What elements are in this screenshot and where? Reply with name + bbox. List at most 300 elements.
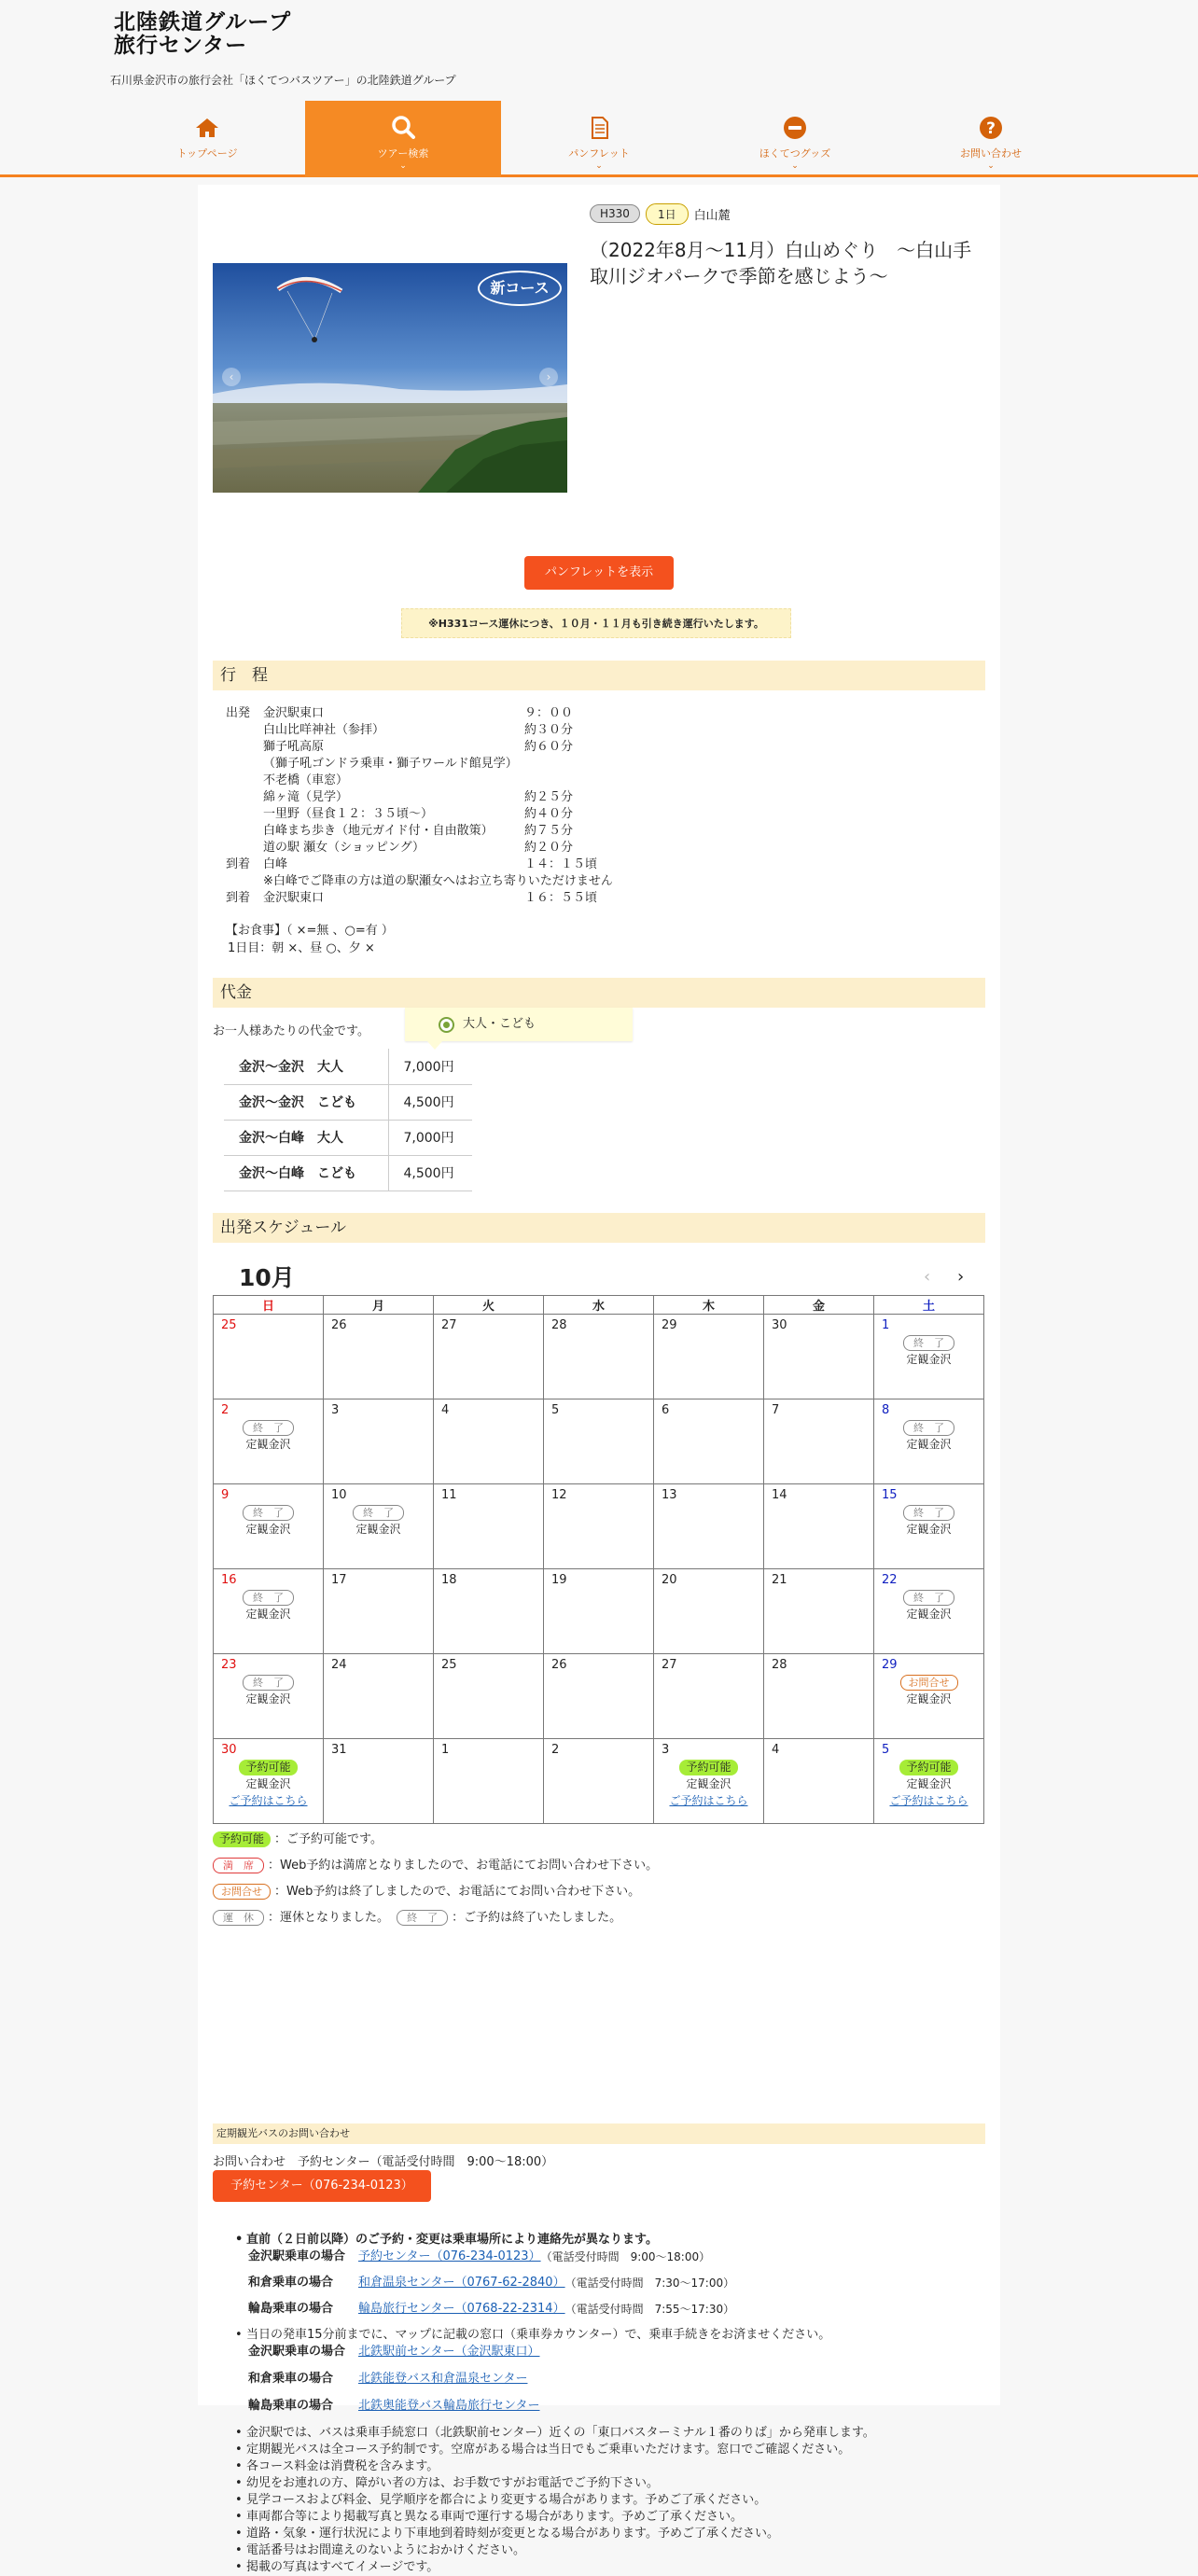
departure-calendar xyxy=(213,1295,984,1824)
schedule-heading: 出発スケジュール xyxy=(213,1213,985,1243)
day-status xyxy=(221,1419,315,1453)
option-radio[interactable] xyxy=(439,1017,454,1033)
legend-text: ：運休となりました。 xyxy=(268,1911,390,1925)
day-number: 5 xyxy=(882,1743,890,1757)
status-badge: 終 了 xyxy=(243,1675,294,1691)
tour-detail xyxy=(198,185,1000,2574)
day-number: 24 xyxy=(331,1658,347,1672)
day-number: 4 xyxy=(441,1403,450,1417)
notes-bullet: • 各コース料金は消費税を含みます。 xyxy=(235,2458,982,2475)
logo-line2: 旅行センター xyxy=(114,34,248,58)
calendar-day[interactable] xyxy=(654,1739,764,1824)
itinerary-row xyxy=(226,890,879,907)
itinerary-place: 白峰 xyxy=(263,857,288,871)
counter-row xyxy=(246,2371,982,2398)
day-status xyxy=(882,1589,976,1622)
chevron-down-icon: ⌄ xyxy=(595,161,603,171)
nav-label: お問い合わせ xyxy=(960,147,1022,160)
day-number: 29 xyxy=(882,1658,898,1672)
day-number: 3 xyxy=(331,1403,340,1417)
goods-icon xyxy=(781,114,809,142)
calendar-day xyxy=(324,1654,434,1739)
contact-row xyxy=(246,2249,982,2275)
counter-label: 輪島乗車の場合 xyxy=(248,2399,334,2413)
legend-text: ：ご予約は終了いたしました。 xyxy=(452,1911,622,1925)
calendar-day xyxy=(764,1654,874,1739)
site-tagline: 石川県金沢市の旅行会社「ほくてつバスツアー」の北陸鉄道グループ xyxy=(110,74,456,87)
question-icon xyxy=(977,114,1005,142)
notes-bullet: • 定期観光バスは全コース予約制です。空席がある場合は当日でもご乗車いただけます。窓口でご確認ください。 xyxy=(235,2442,982,2458)
status-badge: 終 了 xyxy=(397,1910,448,1926)
course-name: 定観金沢 xyxy=(906,1523,952,1536)
itinerary-label xyxy=(226,823,263,840)
meal-day1: 1日目：朝 ×、昼 ○、夕 × xyxy=(228,941,375,955)
price-value: 7,000円 xyxy=(388,1120,472,1155)
calendar-day xyxy=(544,1315,654,1399)
day-number: 31 xyxy=(331,1743,347,1757)
status-badge: 終 了 xyxy=(903,1335,954,1351)
nav-label: ツアー検索 xyxy=(377,147,429,160)
itinerary-time: 約７５分 xyxy=(524,824,574,838)
calendar-day xyxy=(874,1484,984,1569)
calendar-day xyxy=(434,1654,544,1739)
course-name: 定観金沢 xyxy=(906,1438,952,1451)
itinerary-row xyxy=(226,773,879,789)
contact-label: 金沢駅乗車の場合 xyxy=(248,2249,346,2263)
day-number: 28 xyxy=(551,1318,567,1332)
calendar-day xyxy=(544,1484,654,1569)
logo-line1: 北陸鉄道グループ xyxy=(114,10,292,35)
price-name: 金沢～金沢 こども xyxy=(224,1084,388,1120)
home-icon xyxy=(193,114,221,142)
day-number: 6 xyxy=(662,1403,670,1417)
status-badge: お問合せ xyxy=(213,1884,271,1900)
price-value: 7,000円 xyxy=(388,1049,472,1084)
calendar-weekday: 金 xyxy=(764,1296,874,1315)
day-number: 30 xyxy=(772,1318,787,1332)
course-name: 定観金沢 xyxy=(686,1777,731,1790)
day-number: 1 xyxy=(441,1743,450,1757)
day-number: 28 xyxy=(772,1658,787,1672)
calendar-week xyxy=(214,1315,984,1399)
status-badge: 満 席 xyxy=(213,1858,264,1873)
counter-row xyxy=(246,2398,982,2425)
tour-photo[interactable] xyxy=(213,263,567,493)
contact-hours: （電話受付時間 7:55～17:30） xyxy=(564,2303,735,2316)
itinerary-row xyxy=(226,856,879,873)
nav-item-top[interactable] xyxy=(109,101,305,177)
day-status xyxy=(221,1504,315,1538)
status-badge: 終 了 xyxy=(243,1420,294,1436)
calendar-day xyxy=(434,1739,544,1824)
calendar-day xyxy=(544,1654,654,1739)
calendar-day xyxy=(654,1315,764,1399)
itinerary-place: （獅子吼ゴンドラ乗車・獅子ワールド館見学） xyxy=(263,757,518,771)
itinerary-list xyxy=(226,705,879,907)
status-badge: 終 了 xyxy=(903,1590,954,1606)
day-number: 25 xyxy=(441,1658,457,1672)
course-name: 定観金沢 xyxy=(906,1608,952,1621)
legend-text: ：Web予約は満席となりましたので、お電話にてお問い合わせ下さい。 xyxy=(268,1859,659,1873)
counter-link[interactable]: 北鉄能登バス和倉温泉センター xyxy=(358,2372,528,2386)
day-number: 29 xyxy=(662,1318,677,1332)
price-option[interactable] xyxy=(405,1008,633,1041)
legend-full xyxy=(213,1855,658,1873)
day-status xyxy=(221,1674,315,1707)
calendar-day xyxy=(434,1569,544,1654)
calendar-day xyxy=(764,1569,874,1654)
price-note: お一人様あたりの代金です。 xyxy=(213,1024,369,1038)
meal-legend: 【お食事】（ ×=無 、○=有 ） xyxy=(226,924,394,938)
calendar-day xyxy=(874,1569,984,1654)
itinerary-place: 白山比咩神社（参拝） xyxy=(263,723,385,737)
itinerary-row xyxy=(226,756,879,773)
itinerary-place: 道の駅 瀬女（ショッピング） xyxy=(263,841,425,855)
itinerary-label: 出発 xyxy=(226,706,251,720)
counter-link[interactable]: 北鉄駅前センター（金沢駅東口） xyxy=(358,2345,540,2359)
calendar-day xyxy=(434,1484,544,1569)
notes-bullet: • 掲載の写真はすべてイメージです。 xyxy=(235,2559,982,2576)
calendar-day xyxy=(324,1739,434,1824)
calendar-day xyxy=(874,1654,984,1739)
price-row xyxy=(224,1155,472,1191)
price-value: 4,500円 xyxy=(388,1084,472,1120)
legend-ok xyxy=(213,1829,383,1847)
contact-row xyxy=(246,2301,982,2327)
itinerary-row xyxy=(226,789,879,806)
reserve-link[interactable]: ご予約はこちら xyxy=(669,1794,748,1807)
day-number: 16 xyxy=(221,1573,237,1587)
legend-text: ：Web予約は終了しましたので、お電話にてお問い合わせ下さい。 xyxy=(274,1885,641,1899)
itinerary-row xyxy=(226,739,879,756)
course-name: 定観金沢 xyxy=(245,1777,291,1790)
course-name: 定観金沢 xyxy=(245,1692,291,1706)
status-badge: 予約可能 xyxy=(239,1760,297,1775)
notes-bullet: • 幼児をお連れの方、障がい者の方は、お手数ですがお電話でご予約下さい。 xyxy=(235,2475,982,2492)
itinerary-row xyxy=(226,823,879,840)
price-value: 4,500円 xyxy=(388,1155,472,1191)
day-number: 19 xyxy=(551,1573,567,1587)
counter-link[interactable]: 北鉄奥能登バス輪島旅行センター xyxy=(358,2399,540,2413)
counter-label: 和倉乗車の場合 xyxy=(248,2372,334,2386)
day-status xyxy=(331,1504,425,1538)
day-number: 26 xyxy=(331,1318,347,1332)
contact-label: 輪島乗車の場合 xyxy=(248,2302,334,2316)
itinerary-row xyxy=(226,806,879,823)
day-number: 4 xyxy=(772,1743,780,1757)
contact-link[interactable]: 予約センター（076-234-0123） xyxy=(358,2249,541,2263)
calendar-day xyxy=(874,1315,984,1399)
option-label: 大人・こども xyxy=(463,1017,536,1031)
price-name: 金沢～金沢 大人 xyxy=(224,1049,388,1084)
day-status xyxy=(662,1759,756,1809)
site-logo[interactable] xyxy=(114,11,319,58)
calendar-day xyxy=(544,1399,654,1484)
contact-link[interactable]: 輪島旅行センター（0768-22-2314） xyxy=(358,2302,565,2316)
calendar-day xyxy=(214,1484,324,1569)
itinerary-place: ※白峰でご降車の方は道の駅瀬女へはお立ち寄りいただけません xyxy=(263,874,613,888)
itinerary-row xyxy=(226,873,879,890)
legend-text: ：ご予約可能です。 xyxy=(274,1832,383,1846)
price-heading: 代金 xyxy=(213,978,985,1008)
itinerary-place: 不老橋（車窓） xyxy=(263,773,349,787)
document-icon xyxy=(585,114,613,142)
status-badge: 終 了 xyxy=(243,1590,294,1606)
reserve-link[interactable]: ご予約はこちら xyxy=(229,1794,308,1807)
counter-label: 金沢駅乗車の場合 xyxy=(248,2345,346,2359)
itinerary-time: １４：１５頃 xyxy=(524,857,598,871)
day-status xyxy=(882,1334,976,1368)
day-status xyxy=(221,1589,315,1622)
status-badge: 予約可能 xyxy=(679,1760,737,1775)
calendar-day xyxy=(654,1569,764,1654)
svg-text:?: ? xyxy=(986,119,996,138)
itinerary-place: 綿ヶ滝（見学） xyxy=(263,790,349,804)
calendar-week xyxy=(214,1399,984,1484)
nav-label: パンフレット xyxy=(568,147,630,160)
itinerary-label: 到着 xyxy=(226,857,251,871)
day-number: 12 xyxy=(551,1488,567,1502)
status-badge: お問合せ xyxy=(900,1675,958,1691)
legend-rest-ended xyxy=(213,1907,621,1926)
calendar-day xyxy=(654,1399,764,1484)
nav-item-contact[interactable] xyxy=(893,101,1089,177)
day-status xyxy=(882,1504,976,1538)
calendar-day xyxy=(324,1315,434,1399)
itinerary-place: 白峰まち歩き（地元ガイド付・自由散策） xyxy=(263,824,494,838)
calendar-day[interactable] xyxy=(214,1739,324,1824)
calendar-day xyxy=(764,1484,874,1569)
course-name: 定観金沢 xyxy=(906,1353,952,1366)
calendar-day xyxy=(764,1739,874,1824)
notes-bullet: • 電話番号はお間違えのないようにおかけください。 xyxy=(235,2542,982,2559)
calendar-weekday: 火 xyxy=(434,1296,544,1315)
calendar-day xyxy=(874,1399,984,1484)
notes-bullet: • 道路・気象・運行状況により下車地到着時刻が変更となる場合があります。予めご了承ください。 xyxy=(235,2526,982,2542)
calendar-weekday: 木 xyxy=(654,1296,764,1315)
status-badge: 予約可能 xyxy=(899,1760,957,1775)
itinerary-row xyxy=(226,705,879,722)
calendar-day xyxy=(434,1399,544,1484)
status-badge: 予約可能 xyxy=(213,1831,271,1847)
course-name: 定観金沢 xyxy=(906,1692,952,1706)
calendar-day xyxy=(654,1484,764,1569)
calendar-day xyxy=(324,1484,434,1569)
day-number: 5 xyxy=(551,1403,560,1417)
itinerary-label xyxy=(226,806,263,823)
contact-heading: 定期観光バスのお問い合わせ xyxy=(213,2123,985,2144)
tour-area: 白山麓 xyxy=(693,208,731,223)
reservation-center-button[interactable]: 予約センター（076-234-0123） xyxy=(213,2170,431,2202)
calendar-day xyxy=(434,1315,544,1399)
itinerary-label xyxy=(226,873,263,890)
calendar-week xyxy=(214,1739,984,1824)
notes-bullet: • 当日の発車15分前までに、マップに記載の窓口（乗車券カウンター）で、乗車手続きをお済ませください。 xyxy=(235,2327,982,2344)
status-badge: 終 了 xyxy=(353,1505,404,1521)
day-number: 10 xyxy=(331,1488,347,1502)
main-nav xyxy=(0,101,1198,177)
nav-label: トップページ xyxy=(176,147,238,160)
day-number: 23 xyxy=(221,1658,237,1672)
nav-item-pamphlet[interactable] xyxy=(501,101,697,177)
photo-prev-button[interactable]: ‹ xyxy=(222,368,241,386)
itinerary-time: 約２５分 xyxy=(524,790,574,804)
notes-bullet: • 車両都合等により掲載写真と異なる車両で運行する場合があります。予めご了承ください。 xyxy=(235,2509,982,2526)
tour-badges xyxy=(590,203,731,224)
calendar-week xyxy=(214,1569,984,1654)
day-number: 30 xyxy=(221,1743,237,1757)
itinerary-time: 約３０分 xyxy=(524,723,574,737)
photo-next-button[interactable]: › xyxy=(539,368,558,386)
calendar-day xyxy=(544,1569,654,1654)
tour-code-badge: H330 xyxy=(590,204,640,223)
course-name: 定観金沢 xyxy=(906,1777,952,1790)
itinerary-label xyxy=(226,789,263,806)
calendar-day xyxy=(764,1399,874,1484)
counter-row xyxy=(246,2344,982,2371)
day-number: 15 xyxy=(882,1488,898,1502)
itinerary-place: 獅子吼高原 xyxy=(263,740,325,754)
calendar-day xyxy=(764,1315,874,1399)
itinerary-label: 到着 xyxy=(226,891,251,905)
service-notice: ※H331コース運休につき、１０月・１１月も引き続き運行いたします。 xyxy=(401,608,791,638)
nav-item-tour-search[interactable] xyxy=(305,101,501,177)
calendar-day xyxy=(214,1654,324,1739)
calendar-day xyxy=(324,1569,434,1654)
course-name: 定観金沢 xyxy=(245,1608,291,1621)
meal-info xyxy=(226,922,394,957)
calendar-day[interactable] xyxy=(874,1739,984,1824)
contact-link[interactable]: 和倉温泉センター（0767-62-2840） xyxy=(358,2276,565,2290)
price-row xyxy=(224,1120,472,1155)
calendar-day xyxy=(544,1739,654,1824)
itinerary-time: 約４０分 xyxy=(524,807,574,821)
day-number: 27 xyxy=(662,1658,677,1672)
calendar-month: 10月 xyxy=(239,1264,295,1291)
itinerary-place: 金沢駅東口 xyxy=(263,891,325,905)
contact-row xyxy=(246,2275,982,2301)
chevron-down-icon: ⌄ xyxy=(987,161,995,171)
day-number: 3 xyxy=(662,1743,670,1757)
itinerary-label xyxy=(226,722,263,739)
day-number: 21 xyxy=(772,1573,787,1587)
status-badge: 終 了 xyxy=(903,1420,954,1436)
calendar-weekday-row xyxy=(214,1296,984,1315)
itinerary-time: 約６０分 xyxy=(524,740,574,754)
tour-days-badge: 1日 xyxy=(646,203,689,225)
itinerary-time: １６：５５頃 xyxy=(524,891,598,905)
calendar-weekday: 月 xyxy=(324,1296,434,1315)
calendar-weekday: 水 xyxy=(544,1296,654,1315)
day-number: 22 xyxy=(882,1573,898,1587)
day-status xyxy=(882,1759,976,1809)
notes-bullet: • 金沢駅では、バスは乗車手続窓口（北鉄駅前センター）近くの「東口バスターミナル１番のりば」から発車します。 xyxy=(235,2425,982,2442)
course-name: 定観金沢 xyxy=(245,1523,291,1536)
itinerary-label xyxy=(226,739,263,756)
day-number: 7 xyxy=(772,1403,780,1417)
course-name: 定観金沢 xyxy=(245,1438,291,1451)
price-table xyxy=(224,1049,472,1191)
contact-line: お問い合わせ 予約センター（電話受付時間 9:00～18:00） xyxy=(213,2155,554,2169)
calendar-day xyxy=(654,1654,764,1739)
itinerary-row xyxy=(226,840,879,856)
chevron-down-icon: ⌄ xyxy=(399,161,407,171)
day-number: 2 xyxy=(221,1403,230,1417)
contact-hours: （電話受付時間 9:00～18:00） xyxy=(540,2250,711,2263)
price-row xyxy=(224,1084,472,1120)
contact-label: 和倉乗車の場合 xyxy=(248,2276,334,2290)
price-name: 金沢～白峰 大人 xyxy=(224,1120,388,1155)
pamphlet-button[interactable]: パンフレットを表示 xyxy=(524,556,674,590)
notes-bullet: • 直前（２日前以降）のご予約・変更は乗車場所により連絡先が異なります。 xyxy=(235,2232,982,2249)
itinerary-heading: 行 程 xyxy=(213,661,985,690)
day-number: 17 xyxy=(331,1573,347,1587)
day-number: 18 xyxy=(441,1573,457,1587)
itinerary-row xyxy=(226,722,879,739)
calendar-prev-button[interactable]: ‹ xyxy=(924,1267,931,1287)
price-name: 金沢～白峰 こども xyxy=(224,1155,388,1191)
day-number: 11 xyxy=(441,1488,457,1502)
notes-list xyxy=(235,2232,982,2576)
calendar-day xyxy=(214,1399,324,1484)
legend-inquire xyxy=(213,1881,640,1900)
day-number: 20 xyxy=(662,1573,677,1587)
nav-item-goods[interactable] xyxy=(697,101,893,177)
calendar-week xyxy=(214,1484,984,1569)
calendar-day xyxy=(214,1569,324,1654)
calendar-day xyxy=(324,1399,434,1484)
day-status xyxy=(882,1419,976,1453)
day-number: 9 xyxy=(221,1488,230,1502)
calendar-weekday: 土 xyxy=(874,1296,984,1315)
reserve-link[interactable]: ご予約はこちら xyxy=(889,1794,968,1807)
day-status xyxy=(221,1759,315,1809)
calendar-week xyxy=(214,1654,984,1739)
site-header xyxy=(0,0,1198,177)
itinerary-place: 一里野（昼食１２：３５頃～） xyxy=(263,807,434,821)
day-number: 14 xyxy=(772,1488,787,1502)
course-name: 定観金沢 xyxy=(355,1523,401,1536)
nav-label: ほくてつグッズ xyxy=(759,147,831,160)
calendar-weekday: 日 xyxy=(214,1296,324,1315)
day-number: 26 xyxy=(551,1658,567,1672)
chevron-down-icon: ⌄ xyxy=(791,161,799,171)
itinerary-place: 金沢駅東口 xyxy=(263,706,325,720)
day-status xyxy=(882,1674,976,1707)
day-number: 1 xyxy=(882,1318,890,1332)
itinerary-label xyxy=(226,840,263,856)
calendar-next-button[interactable]: › xyxy=(957,1267,965,1287)
calendar-day xyxy=(214,1315,324,1399)
itinerary-label xyxy=(226,773,263,789)
status-badge: 終 了 xyxy=(243,1505,294,1521)
new-course-badge: 新コース xyxy=(478,271,562,306)
notes-bullet: • 見学コースおよび料金、見学順序を都合により変更する場合があります。予めご了承ください。 xyxy=(235,2492,982,2509)
day-number: 27 xyxy=(441,1318,457,1332)
status-badge: 終 了 xyxy=(903,1505,954,1521)
day-number: 25 xyxy=(221,1318,237,1332)
itinerary-time: 約２０分 xyxy=(524,841,574,855)
day-number: 8 xyxy=(882,1403,890,1417)
day-number: 13 xyxy=(662,1488,677,1502)
day-number: 2 xyxy=(551,1743,560,1757)
status-badge: 運 休 xyxy=(213,1910,264,1926)
price-row xyxy=(224,1049,472,1084)
search-icon xyxy=(389,114,417,142)
itinerary-time: ９：００ xyxy=(524,706,574,720)
itinerary-label xyxy=(226,756,263,773)
contact-hours: （電話受付時間 7:30～17:00） xyxy=(564,2277,735,2290)
